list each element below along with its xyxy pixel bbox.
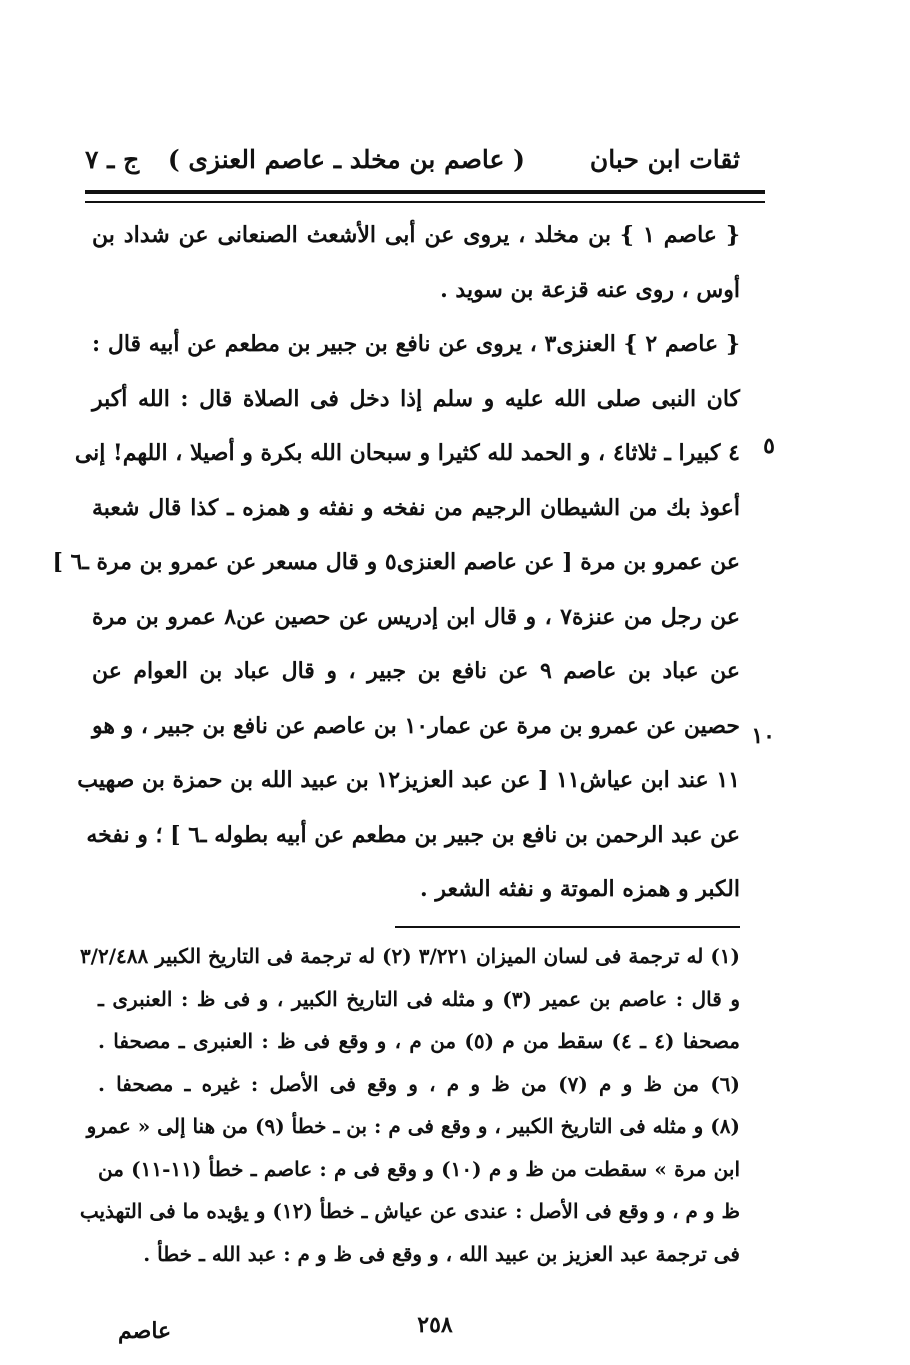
header-rule-thick [85, 190, 765, 194]
running-header [85, 138, 740, 182]
body-line: ٤ كبيرا ـ ثلاثا٤ ، و الحمد لله كثيرا و سبحان الله بكرة و أصيلا ، اللهم! إنى [74, 440, 740, 466]
body-line: كان النبى صلى الله عليه و سلم إذا دخل فى الصلاة قال : الله أكبر [92, 385, 740, 412]
footnote-line: ابن مرة » سقطت من ظ و م (١٠) و وقع فى م : عاصم ـ خطأ (١١-١١) من [98, 1156, 740, 1181]
volume-label: ج ـ ٧ [85, 145, 140, 174]
body-line: أوس ، روى عنه قزعة بن سويد . [440, 276, 740, 303]
body-line: { عاصم ٢ } العنزى٣ ، يروى عن نافع بن جبير بن مطعم عن أبيه قال : [92, 331, 740, 357]
body-line: أعوذ بك من الشيطان الرجيم من نفخه و نفثه و همزه ـ كذا قال شعبة [92, 494, 740, 521]
catchword: عاصم [118, 1318, 172, 1344]
body-line: حصين عن عمرو بن مرة عن عمار١٠ بن عاصم عن نافع بن جبير ، و هو [92, 712, 740, 739]
footnote-line: (١) له ترجمة فى لسان الميزان ٣/٢٢١ (٢) له ترجمة فى التاريخ الكبير ٣/٢/٤٨٨ [79, 944, 740, 968]
footnote-line: مصحفا (٤ ـ ٤) سقط من م (٥) من م ، و وقع فى ظ : العنبرى ـ مصحفا . [98, 1029, 740, 1053]
footnote-line: (٦) من ظ و م (٧) من ظ و م ، و وقع فى الأصل : غيره ـ مصحفا . [98, 1071, 740, 1096]
footnote-line: و قال : عاصم بن عمير (٣) و مثله فى التاريخ الكبير ، و فى ظ : العنبرى ـ [98, 986, 740, 1011]
body-line: عن عمرو بن مرة [ عن عاصم العنزى٥ و قال مسعر عن عمرو بن مرة ـ٦ ] [52, 549, 740, 575]
book-title: ثقات ابن حبان [589, 145, 740, 174]
footnote-line: فى ترجمة عبد العزيز بن عبيد الله ، و وقع فى ظ و م : عبد الله ـ خطأ . [143, 1241, 740, 1266]
body-line: عن عبد الرحمن بن نافع بن جبير بن مطعم عن أبيه بطوله ـ٦ ] ؛ و نفخه [86, 821, 740, 848]
line-number-5: ٥ [763, 433, 775, 459]
page-number: ٢٥٨ [417, 1312, 453, 1338]
footnotes [79, 935, 740, 1275]
header-rule-thin [85, 201, 765, 203]
body-line: عن رجل من عنزة٧ ، و قال ابن إدريس عن حصين عن٨ عمرو بن مرة [92, 603, 741, 630]
footnote-line: ظ و م ، و وقع فى الأصل : عندى عن عياش ـ خطأ (١٢) و يؤيده ما فى التهذيب [79, 1199, 740, 1223]
body-text [52, 208, 741, 917]
body-line: { عاصم ١ } بن مخلد ، يروى عن أبى الأشعث الصنعانى عن شداد بن [92, 222, 740, 248]
body-line: الكبر و همزه الموتة و نفثه الشعر . [420, 876, 740, 902]
footnote-separator [395, 926, 740, 928]
section-title: ( عاصم بن مخلد ـ عاصم العنزى ) [167, 145, 525, 174]
line-number-10: ١٠ [751, 723, 775, 749]
body-line: ١١ عند ابن عياش١١ [ عن عبد العزيز١٢ بن عبيد الله بن حمزة بن صهيب [77, 767, 740, 793]
footnote-line: (٨) و مثله فى التاريخ الكبير ، و وقع فى م : بن ـ خطأ (٩) من هنا إلى « عمرو [86, 1114, 740, 1138]
body-line: عن عباد بن عاصم ٩ عن نافع بن جبير ، و قال عباد بن العوام عن [92, 658, 740, 684]
